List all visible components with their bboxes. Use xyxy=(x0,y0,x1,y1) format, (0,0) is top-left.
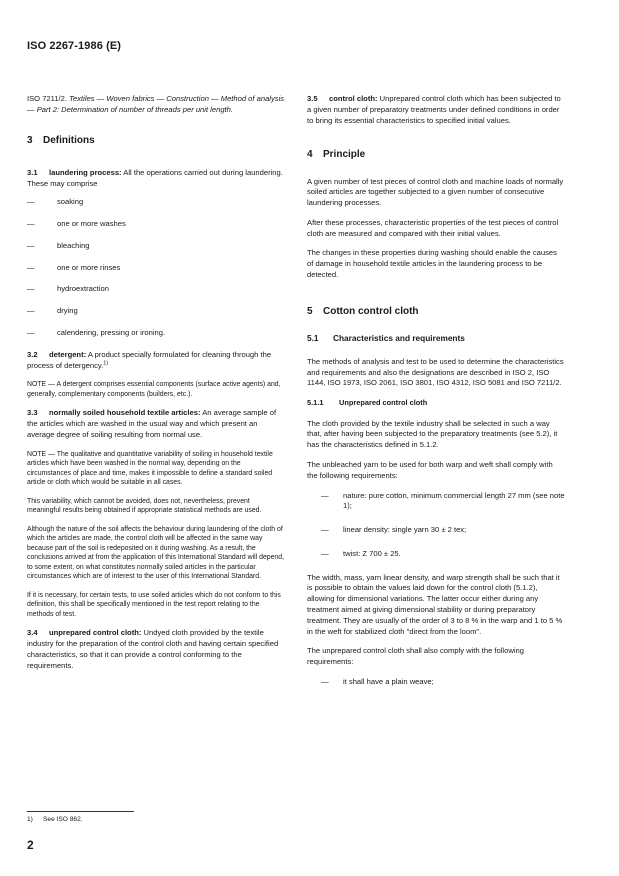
section-5-1-heading: 5.1 Characteristics and requirements xyxy=(307,332,465,343)
definition-3-4: 3.4 unprepared control cloth: Undyed cloth provided by the textile industry for the preparation of the control cloth and having certain specified characteristics, so that it can provide a control conforming to the requirements. xyxy=(27,628,279,670)
definition-3-5: 3.5 control cloth: Unprepared control cloth which has been subjected to a given number of preparatory treatments under defined conditions in order to bring its essential characteristics to specified initial values. xyxy=(307,94,561,125)
principle-paragraph-1: A given number of test pieces of control cloth and machine loads of normally soiled articles are together subjected to a given number of consecutive laundering processes. xyxy=(307,176,564,208)
list-item: — nature: pure cotton, minimum commercial length 27 mm (see note 1); xyxy=(321,491,565,513)
section-5-1-1-heading: 5.1.1 Unprepared control cloth xyxy=(307,398,428,408)
note-soiling-variability: NOTE — The qualitative and quantitative variability of soiling in household textile articles which have been washed in the normal way, depending on the circumstances of place and time, makes it impossible to define a standard soiled article or cloth which would be suitable in all cases. xyxy=(27,450,273,487)
list-item: — twist: Z 700 ± 25. xyxy=(321,549,565,560)
left-column xyxy=(27,94,285,681)
definition-3-3: 3.3 normally soiled household textile articles: An average sample of the articles which are washed in the usual way and which present an average degree of soiling resulting from normal use. xyxy=(27,408,277,439)
list-item: — drying xyxy=(27,306,285,317)
unprepared-cloth-paragraph-2: The unbleached yarn to be used for both warp and weft shall comply with the following requirements: xyxy=(307,459,553,480)
unprepared-cloth-paragraph-4: The unprepared control cloth shall also comply with the following requirements: xyxy=(307,646,524,667)
list-item: — one or more washes xyxy=(27,219,285,230)
page-header: ISO 2267-1986 (E) xyxy=(27,40,122,52)
laundering-operations-list xyxy=(27,197,285,338)
list-item: — linear density: single yarn 30 ± 2 tex; xyxy=(321,525,565,536)
footnote: 1) See ISO 862. xyxy=(27,816,83,823)
note-detergent: NOTE — A detergent comprises essential components (surface active agents) and, generally, complementary components (builders, etc.). xyxy=(27,381,281,398)
note-statistical-methods: This variability, which cannot be avoided, does not, nevertheless, prevent meaningful results being obtained if appropriate statistical methods are used. xyxy=(27,497,262,515)
list-item: — calendering, pressing or ironing. xyxy=(27,328,285,339)
note-test-report: If it is necessary, for certain tests, to use soiled articles which do not conform to this definition, this shall be specifically mentioned in the test report relating to the methods of test. xyxy=(27,591,281,618)
right-column xyxy=(307,94,565,694)
section-3-heading: 3 Definitions xyxy=(27,134,95,146)
section-5-heading: 5 Cotton control cloth xyxy=(307,305,419,317)
page-number: 2 xyxy=(27,838,34,852)
footnote-ref: 1) xyxy=(103,360,109,367)
list-item: — it shall have a plain weave; xyxy=(321,677,565,688)
unprepared-cloth-paragraph-1: The cloth provided by the textile industry shall be selected in such a way that, after having been subjected to the preparatory treatments (see 5.2), it has the characteristics defined in 5.1.2. xyxy=(307,418,558,450)
note-soil-behaviour: Although the nature of the soil affects the behaviour during laundering of the cloth of which the articles are made, the control cloth will be affected in the same way because part of the soil is redeposited on it during washing. As a result, the conclusions arrived at from the application of this International Standard will depend, to some extent, on what constitutes normally soiled articles in the particular circumstances which are of interest to the user of this International Standard. xyxy=(27,525,285,581)
list-item: — bleaching xyxy=(27,241,285,252)
section-5-1-paragraph: The methods of analysis and test to be used to determine the characteristics and requirements and also the designations are described in ISO 2, ISO 1144, ISO 1973, ISO 2061, ISO 3801, ISO 4312, ISO 5081 and ISO 7211/2. xyxy=(307,356,564,388)
principle-paragraph-3: The changes in these properties during washing should enable the causes of damage in household textile articles in the laundering process to be detected. xyxy=(307,248,557,279)
weave-requirements-list xyxy=(307,677,565,688)
section-4-heading: 4 Principle xyxy=(307,149,366,161)
list-item: — soaking xyxy=(27,197,285,208)
list-item: — one or more rinses xyxy=(27,263,285,274)
definition-3-2: 3.2 detergent: A product specially formulated for cleaning through the process of detergency.$^{1)}$ xyxy=(27,349,272,370)
list-item: — hydroextraction xyxy=(27,284,285,295)
unprepared-cloth-paragraph-3: The width, mass, yarn linear density, and warp strength shall be such that it is possible to obtain the values laid down for the control cloth (5.1.2), allowing for dimensional variations. The latter occur either during any treatment aimed at giving dimensional stability or during preparatory treatment. They are usually of the order of 3 to 8 % in the warp and 1 to 5 % in the weft for stabilized cloth "direct from the loom". xyxy=(307,572,563,636)
definition-3-1: 3.1 laundering process: All the operations carried out during laundering. These may comprise xyxy=(27,167,283,188)
yarn-requirements-list xyxy=(307,491,565,560)
principle-paragraph-2: After these processes, characteristic properties of the test pieces of control cloth are measured and compared with their initial values. xyxy=(307,217,559,238)
reference-iso-7211-2: ISO 7211/2. Textiles — Woven fabrics — Construction — Method of analysis — Part 2: Determination of number of threads per unit length. xyxy=(27,94,285,114)
footnote-divider xyxy=(27,811,134,812)
